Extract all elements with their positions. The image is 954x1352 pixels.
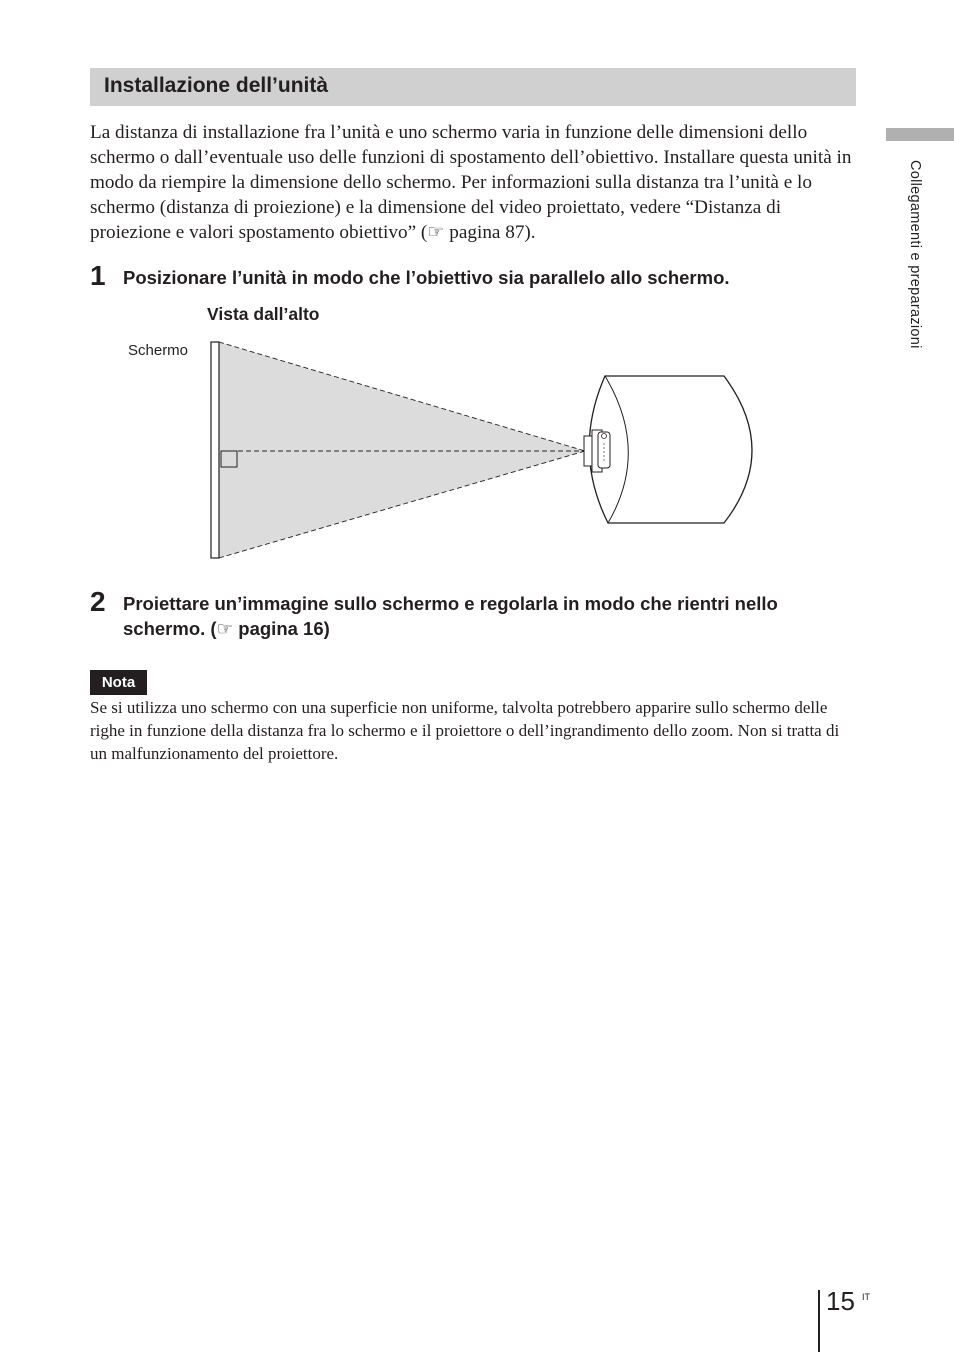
page-number-rule: [818, 1290, 820, 1352]
page-reference-icon: ☞: [216, 618, 234, 639]
page-number: 15: [826, 1286, 855, 1316]
intro-paragraph: La distanza di installazione fra l’unità e uno schermo varia in funzione delle dimensioni dello schermo o dall’eventuale uso delle funzioni di spostamento dell’obiettivo. Installare questa unità in modo da riempire la dimensione dello schermo. Per informazioni sulla distanza tra l’unità e lo schermo (distanza di proiezione) e la dimensione del video proiettato, vedere “Distanza di proiezione e valori spostamento obiettivo” (☞ pagina 87).: [90, 122, 852, 243]
section-header-bar: [90, 68, 856, 106]
step-2-page-ref: pagina 16): [233, 618, 330, 639]
section-title: Installazione dell’unità: [104, 74, 329, 97]
step-2-text: [123, 591, 843, 641]
step-1-text: Posizionare l’unità in modo che l’obiettivo sia parallelo allo schermo.: [123, 267, 730, 288]
step-2-number: 2: [90, 586, 106, 617]
screen-panel: [211, 342, 219, 558]
side-tab-label: Collegamenti e preparazioni: [907, 160, 923, 349]
step-1-number: 1: [90, 260, 106, 291]
diagram-view-label: Vista dall’alto: [207, 304, 320, 324]
projector-placement-diagram: [200, 330, 760, 565]
step-2-text-main: Proiettare un’immagine sullo schermo e regolarla in modo che rientri nello schermo. (: [123, 593, 778, 639]
projection-cone: [219, 342, 585, 558]
note-badge: Nota: [90, 670, 147, 695]
page-language-code: IT: [862, 1292, 870, 1302]
side-tab-marker: [886, 128, 954, 141]
diagram-screen-label: Schermo: [128, 342, 189, 359]
note-text: Se si utilizza uno schermo con una superficie non uniforme, talvolta potrebbero apparire sullo schermo delle righe in funzione della distanza fra lo schermo e il proiettore o dell’ingrandimento dello zoom. Non si tratta di un malfunzionamento del proiettore.: [90, 698, 840, 763]
projector-top-view: [584, 376, 752, 523]
